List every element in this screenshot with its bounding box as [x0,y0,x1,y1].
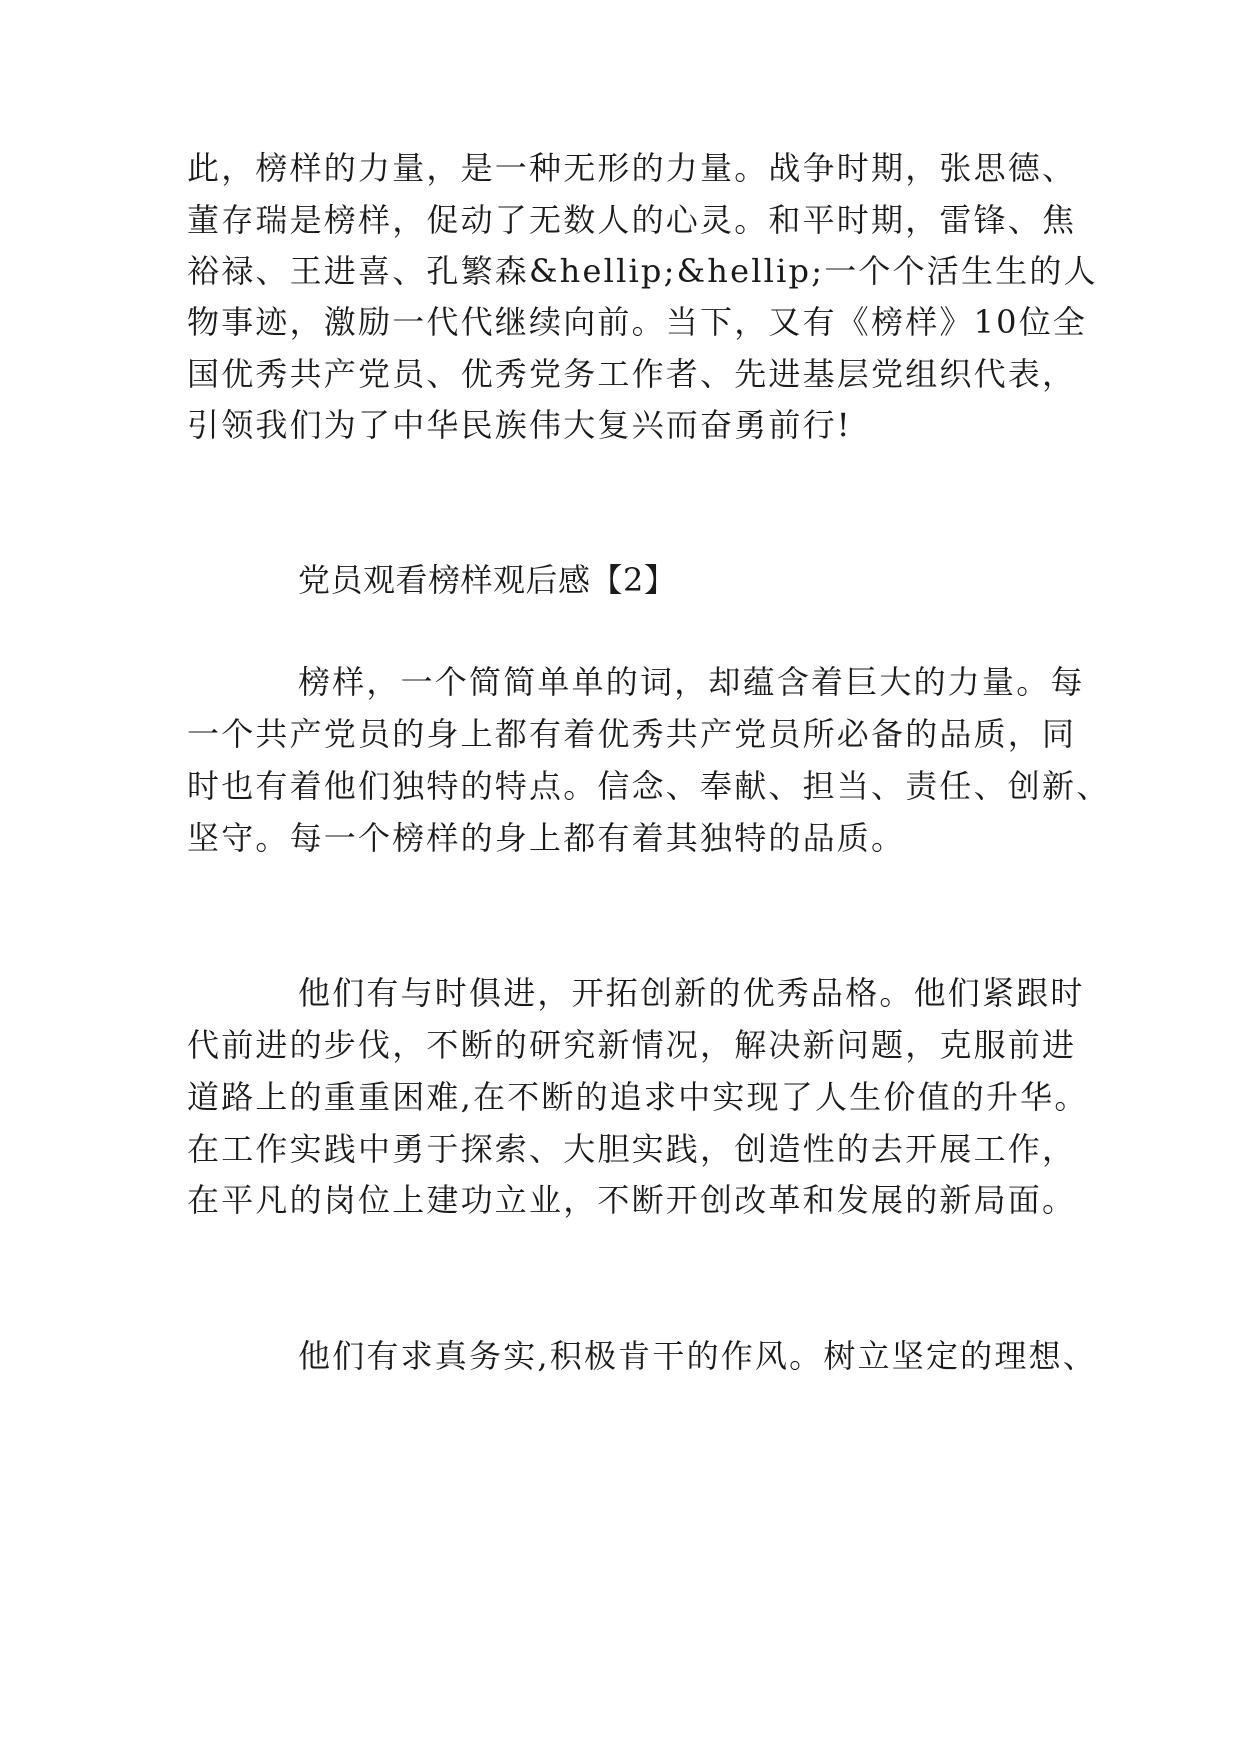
paragraph-line: 在工作实践中勇于探索、大胆实践，创造性的去开展工作， [187,1130,1077,1168]
paragraph-line: 榜样，一个简简单单的词，却蕴含着巨大的力量。每 [298,663,1085,701]
paragraph-line: 在平凡的岗位上建功立业，不断开创改革和发展的新局面。 [187,1181,1077,1219]
paragraph-line: 时也有着他们独特的特点。信念、奉献、担当、责任、创新、 [187,767,1111,805]
paragraph-line: 国优秀共产党员、优秀党务工作者、先进基层党组织代表， [187,355,1077,393]
section-heading: 党员观看榜样观后感【2】 [298,561,677,599]
paragraph-line: 物事迹，激励一代代继续向前。当下，又有《榜样》10位全 [187,303,1088,341]
paragraph-line: 裕禄、王进喜、孔繁森&hellip;&hellip;一个个活生生的人 [187,252,1098,290]
paragraph-line: 他们有与时俱进，开拓创新的优秀品格。他们紧跟时 [298,974,1085,1012]
paragraph-line: 他们有求真务实,积极肯干的作风。树立坚定的理想、 [298,1337,1097,1375]
paragraph-line: 一个共产党员的身上都有着优秀共产党员所必备的品质，同 [187,715,1077,753]
paragraph-line: 引领我们为了中华民族伟大复兴而奋勇前行! [187,406,852,444]
paragraph-line: 代前进的步伐，不断的研究新情况，解决新问题，克服前进 [187,1026,1077,1064]
paragraph-line: 坚守。每一个榜样的身上都有着其独特的品质。 [187,819,906,857]
paragraph-line: 董存瑞是榜样，促动了无数人的心灵。和平时期，雷锋、焦 [187,201,1077,239]
paragraph-line: 此，榜样的力量，是一种无形的力量。战争时期，张思德、 [187,149,1077,187]
paragraph-line: 道路上的重重困难,在不断的追求中实现了人生价值的升华。 [187,1078,1089,1116]
